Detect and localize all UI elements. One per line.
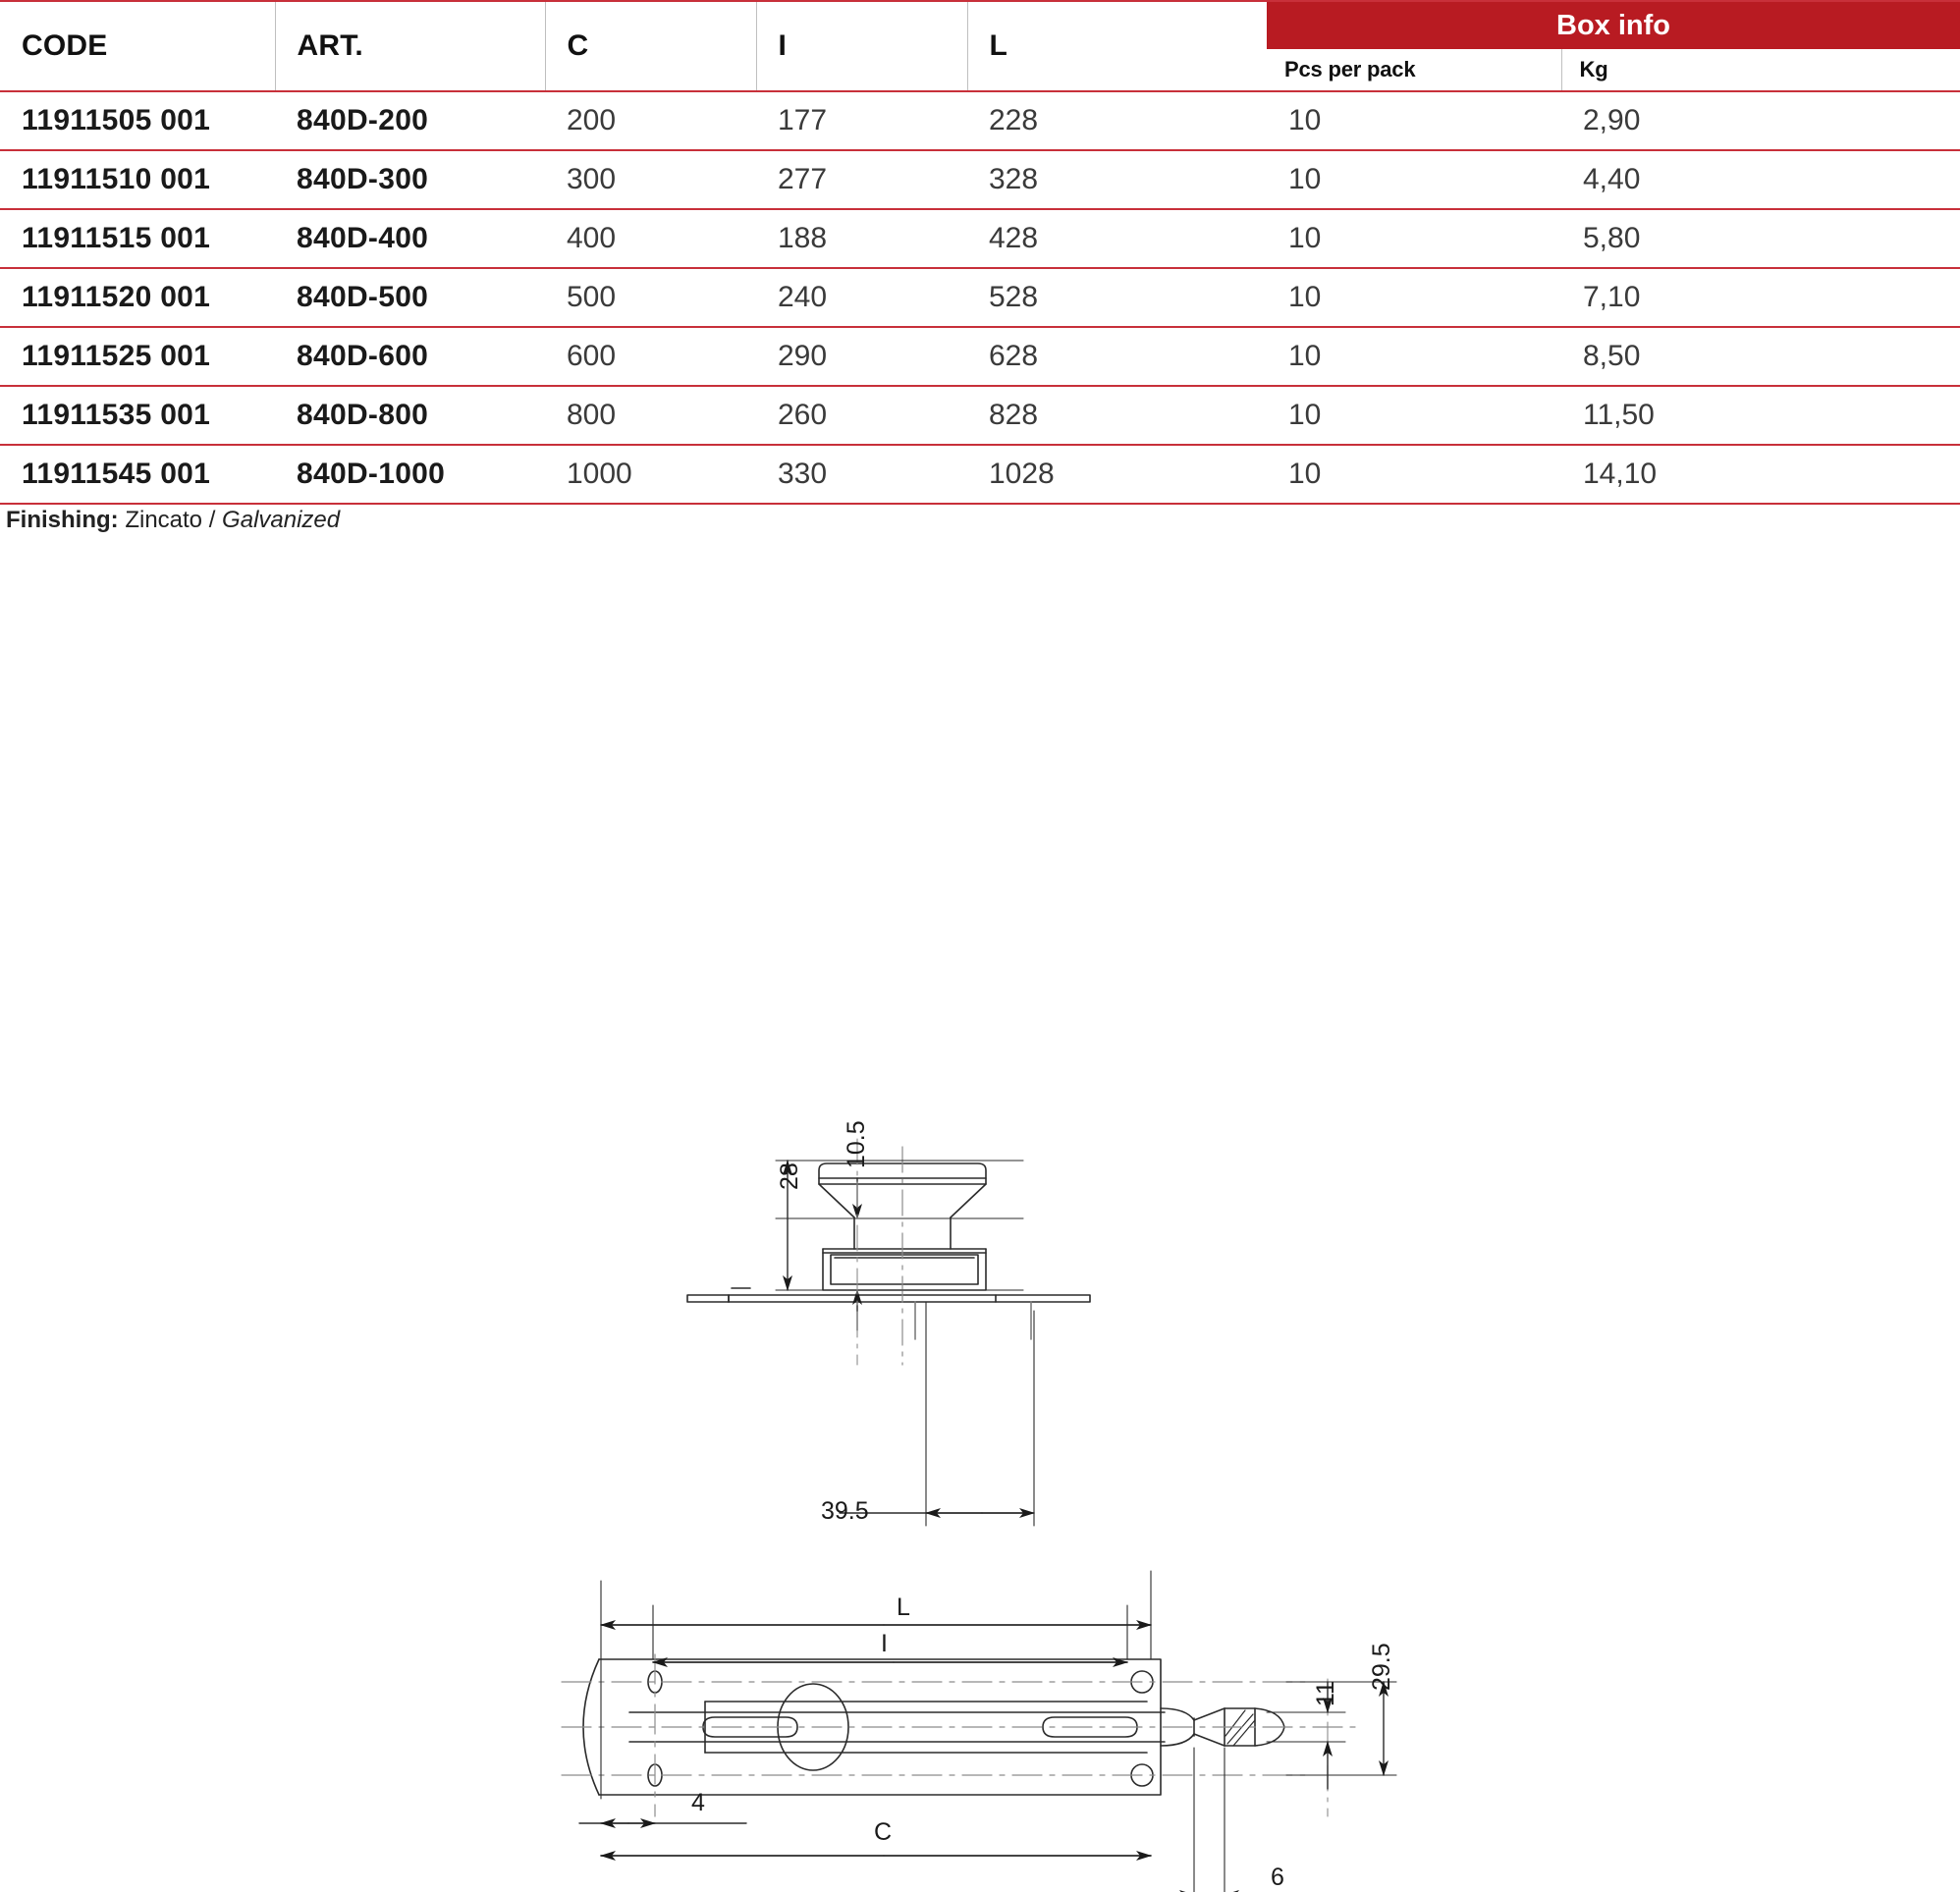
cell-code: 11911535 001 [0, 386, 275, 445]
table-row [0, 445, 1960, 504]
cell-c: 400 [545, 209, 756, 268]
dim-label-39-5: 39.5 [821, 1497, 869, 1525]
cell-pcs: 10 [1267, 209, 1561, 268]
table-row [0, 150, 1960, 209]
cell-c: 800 [545, 386, 756, 445]
cell-pcs: 10 [1267, 386, 1561, 445]
cell-i: 277 [756, 150, 967, 209]
cell-l: 628 [967, 327, 1267, 386]
cell-kg: 2,90 [1561, 91, 1960, 150]
col-header-i: I [756, 1, 967, 91]
cell-l: 228 [967, 91, 1267, 150]
table-row [0, 209, 1960, 268]
cell-i: 177 [756, 91, 967, 150]
product-spec-table [0, 0, 1960, 505]
cell-art: 840D-300 [275, 150, 545, 209]
cell-pcs: 10 [1267, 268, 1561, 327]
finishing-value-en: Galvanized [222, 507, 341, 533]
dim-label-29-5: 29.5 [1368, 1643, 1395, 1691]
table-row [0, 268, 1960, 327]
technical-drawing-svg [0, 589, 1960, 1512]
cell-c: 600 [545, 327, 756, 386]
cell-pcs: 10 [1267, 150, 1561, 209]
finishing-value-it: Zincato [125, 507, 203, 533]
cell-i: 290 [756, 327, 967, 386]
cell-i: 260 [756, 386, 967, 445]
cell-kg: 4,40 [1561, 150, 1960, 209]
finishing-note [6, 507, 340, 534]
table-row [0, 386, 1960, 445]
col-header-pcs-per-pack: Pcs per pack [1284, 57, 1416, 81]
cell-art: 840D-800 [275, 386, 545, 445]
table-row [0, 91, 1960, 150]
cell-c: 200 [545, 91, 756, 150]
product-spec-table-wrapper [0, 0, 1960, 505]
cell-pcs: 10 [1267, 91, 1561, 150]
dim-label-4: 4 [691, 1789, 705, 1816]
cell-kg: 5,80 [1561, 209, 1960, 268]
finishing-separator: / [208, 507, 216, 533]
col-header-code: CODE [0, 1, 275, 91]
cell-code: 11911520 001 [0, 268, 275, 327]
col-header-art: ART. [275, 1, 545, 91]
finishing-label: Finishing: [6, 507, 119, 533]
col-header-c: C [545, 1, 756, 91]
cell-art: 840D-200 [275, 91, 545, 150]
cell-art: 840D-1000 [275, 445, 545, 504]
dim-label-10-5: 10.5 [843, 1120, 870, 1168]
dim-label-6: 6 [1271, 1864, 1284, 1891]
cell-kg: 11,50 [1561, 386, 1960, 445]
cell-l: 328 [967, 150, 1267, 209]
cell-c: 1000 [545, 445, 756, 504]
cell-code: 11911510 001 [0, 150, 275, 209]
table-bottom-rule [0, 504, 1960, 505]
table-header-row-main [0, 1, 1960, 49]
cell-i: 330 [756, 445, 967, 504]
cell-i: 188 [756, 209, 967, 268]
col-header-box-info: Box info [1267, 1, 1960, 49]
dim-label-C: C [874, 1818, 893, 1846]
detail-view-knob [687, 1163, 1090, 1339]
cell-code: 11911505 001 [0, 91, 275, 150]
table-row [0, 327, 1960, 386]
cell-pcs: 10 [1267, 445, 1561, 504]
cell-art: 840D-500 [275, 268, 545, 327]
cell-l: 1028 [967, 445, 1267, 504]
cell-kg: 14,10 [1561, 445, 1960, 504]
cell-art: 840D-600 [275, 327, 545, 386]
col-header-kg: Kg [1561, 49, 1960, 91]
dim-label-L: L [897, 1594, 910, 1621]
cell-code: 11911525 001 [0, 327, 275, 386]
cell-kg: 8,50 [1561, 327, 1960, 386]
cell-code: 11911545 001 [0, 445, 275, 504]
cell-l: 828 [967, 386, 1267, 445]
cell-kg: 7,10 [1561, 268, 1960, 327]
dim-label-I: I [881, 1630, 888, 1657]
dim-label-28: 28 [776, 1162, 803, 1190]
cell-l: 428 [967, 209, 1267, 268]
cell-l: 528 [967, 268, 1267, 327]
cell-i: 240 [756, 268, 967, 327]
col-header-l: L [967, 1, 1267, 91]
technical-drawing [0, 589, 1960, 1891]
dim-label-11: 11 [1312, 1681, 1339, 1706]
cell-art: 840D-400 [275, 209, 545, 268]
cell-c: 300 [545, 150, 756, 209]
cell-c: 500 [545, 268, 756, 327]
cell-pcs: 10 [1267, 327, 1561, 386]
cell-code: 11911515 001 [0, 209, 275, 268]
